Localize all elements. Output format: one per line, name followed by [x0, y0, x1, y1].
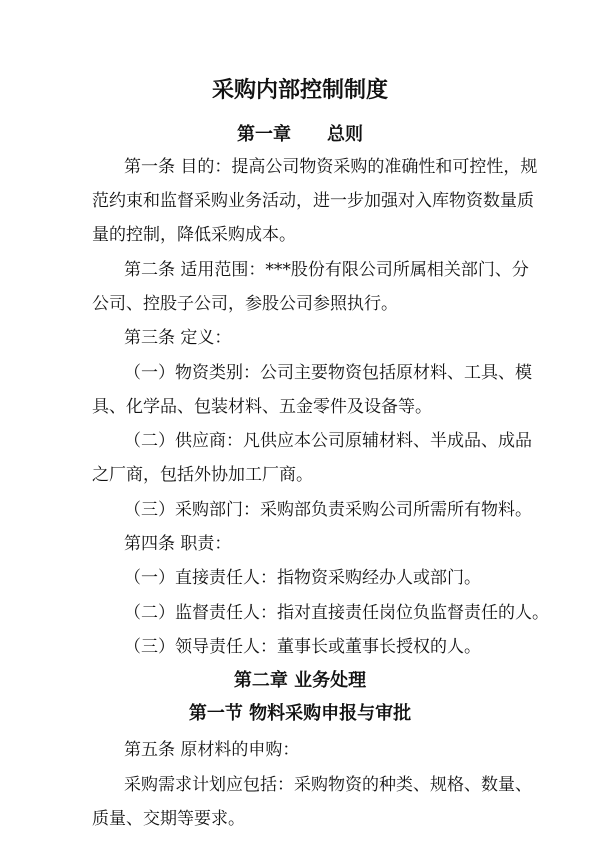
article-3-item-3: （三）采购部门：采购部负责采购公司所需所有物料。	[124, 500, 532, 520]
section-1-heading: 第一节 物料采购申报与审批	[188, 703, 412, 724]
article-5-line-1: 采购需求计划应包括：采购物资的种类、规格、数量、	[124, 775, 532, 795]
article-2-line-1: 第二条 适用范围：***股份有限公司所属相关部门、分	[124, 260, 529, 280]
article-4-item-1: （一）直接责任人：指物资采购经办人或部门。	[124, 568, 481, 588]
chapter-1-name: 总则	[327, 124, 363, 145]
article-4-heading: 第四条 职责：	[124, 534, 232, 554]
document-title: 采购内部控制制度	[211, 78, 388, 103]
article-1-line-2: 范约束和监督采购业务活动，进一步加强对入库物资数量质	[92, 191, 534, 211]
chapter-2-heading: 第二章 业务处理	[233, 670, 367, 691]
article-3-item-1-line-2: 具、化学品、包装材料、五金零件及设备等。	[92, 397, 432, 417]
article-2-line-2: 公司、控股子公司，参股公司参照执行。	[92, 294, 398, 314]
article-4-item-3: （三）领导责任人：董事长或董事长授权的人。	[124, 637, 481, 657]
article-5-line-2: 质量、交期等要求。	[92, 809, 245, 829]
chapter-1-heading	[0, 124, 600, 146]
chapter-1-number: 第一章	[237, 124, 291, 145]
article-3-item-2-line-2: 之厂商，包括外协加工厂商。	[92, 465, 313, 485]
article-3-item-2-line-1: （二）供应商：凡供应本公司原辅材料、半成品、成品	[124, 431, 532, 451]
article-4-item-2: （二）监督责任人：指对直接责任岗位负监督责任的人。	[124, 603, 549, 623]
article-1-line-3: 量的控制，降低采购成本。	[92, 225, 296, 245]
article-1-line-1: 第一条 目的：提高公司物资采购的准确性和可控性，规	[124, 157, 538, 177]
article-5-heading: 第五条 原材料的申购：	[124, 740, 300, 760]
article-3-item-1-line-1: （一）物资类别：公司主要物资包括原材料、工具、模	[124, 363, 532, 383]
article-3-heading: 第三条 定义：	[124, 328, 232, 348]
